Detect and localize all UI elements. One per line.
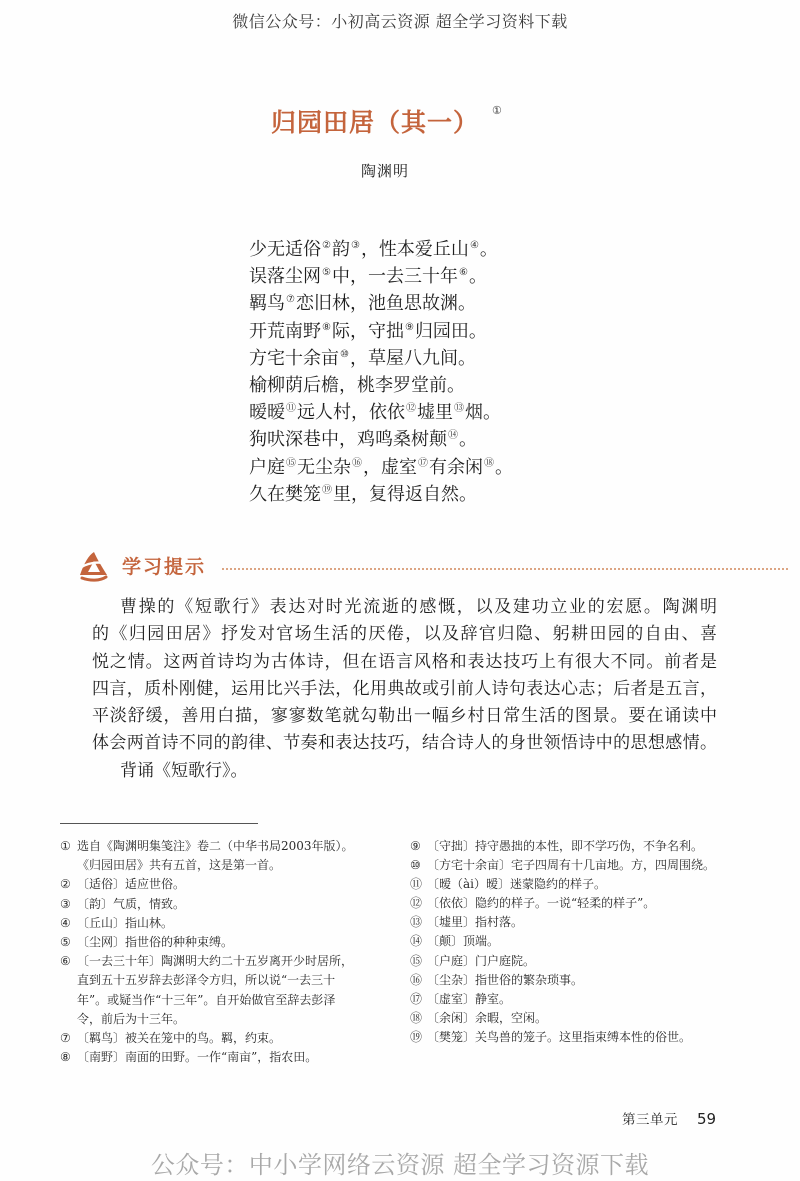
poem-line — [249, 290, 513, 317]
poem-text: 方宅十余亩 — [249, 347, 339, 369]
poem-text: 烟。 — [465, 402, 501, 424]
footnote-text — [427, 875, 606, 894]
footnote — [60, 1029, 354, 1048]
footnote-ref: ⑦ — [286, 294, 295, 306]
poem-text: 开荒南野 — [249, 320, 321, 342]
poem-line — [249, 426, 513, 453]
footnote-line: 〔一去三十年〕陶渊明大约二十五岁离开少时居所， — [77, 954, 354, 969]
footnote-number: ④ — [60, 915, 71, 930]
header-watermark: 微信公众号：小初高云资源 超全学习资料下载 — [232, 12, 568, 31]
poem-text: ，性本爱丘山 — [360, 239, 469, 260]
poem-text: 。 — [479, 239, 498, 260]
poem-title: 归园田居（其一） — [271, 108, 480, 137]
footnote-line: 令，前后为十三年。 — [77, 1011, 186, 1026]
poem-line — [249, 372, 513, 399]
footnote-ref: ⑭ — [448, 430, 458, 442]
footnote-text — [77, 952, 353, 1029]
footnote-ref: ⑯ — [352, 457, 362, 469]
footnote-text — [427, 894, 655, 913]
footnote-divider — [60, 823, 258, 824]
footnote-line: 〔守拙〕持守愚拙的本性，即不学巧伪，不争名利。 — [427, 839, 704, 853]
footnote — [60, 895, 354, 914]
footnote — [60, 837, 354, 875]
footnote-text — [427, 971, 583, 990]
footnote-number: ③ — [60, 896, 71, 911]
footnote-text — [427, 1028, 691, 1047]
poem-line — [249, 345, 513, 372]
footnote-line: 〔适俗〕适应世俗。 — [77, 877, 186, 892]
footnote-number: ⑭ — [410, 934, 423, 949]
footnote-number: ⑨ — [410, 839, 421, 853]
poem-line — [249, 236, 513, 263]
poem-text: 韵 — [331, 239, 350, 260]
footnote-line: 年”。或疑当作“十三年”。自开始做官至辞去彭泽 — [77, 992, 336, 1007]
footnote-text — [77, 933, 233, 952]
footnote-number: ⑲ — [410, 1029, 423, 1044]
footnote-number: ② — [60, 877, 71, 892]
footnote-number: ⑰ — [410, 991, 423, 1006]
footnote-line: 选自《陶渊明集笺注》卷二（中华书局2003年版）。 — [77, 839, 354, 853]
footnote — [410, 952, 715, 971]
paragraph-line: 四言，质朴刚健，运用比兴手法，化用典故或引前人诗句表达心志；后者是五言， — [92, 678, 717, 699]
poem-text: 无尘杂 — [297, 456, 351, 478]
poem-line — [249, 454, 513, 481]
footnote — [410, 875, 715, 894]
footnote-text — [77, 837, 354, 875]
poem-text: ，草屋八九间。 — [349, 347, 476, 369]
footnote — [60, 1048, 354, 1067]
footnote-ref: ⑧ — [322, 321, 331, 333]
footnote-ref: ⑨ — [404, 321, 414, 333]
unit-label: 第三单元 — [622, 1112, 678, 1128]
footnote — [410, 894, 715, 913]
footnote — [410, 1028, 715, 1047]
footnote-line: 〔尘网〕指世俗的种种束缚。 — [77, 935, 234, 950]
footnotes-right-column — [410, 837, 715, 1047]
footnote-line: 〔墟里〕指村落。 — [427, 915, 524, 930]
poem-text: 狗吠深巷中，鸡鸣桑树颠 — [249, 429, 447, 451]
footnote-number: ⑫ — [410, 896, 423, 911]
footnote — [410, 856, 715, 875]
footnote-text — [427, 1009, 547, 1028]
poem-line — [249, 263, 513, 290]
poem-text: 中，一去三十年 — [331, 266, 458, 288]
footnote-number: ⑬ — [410, 915, 423, 930]
study-tips-paragraph — [92, 594, 717, 785]
poem-text: 羁鸟 — [249, 293, 285, 315]
poem-text: 误落尘网 — [249, 266, 321, 288]
footnote-number: ⑤ — [60, 935, 71, 950]
footnote-number: ⑦ — [60, 1031, 71, 1046]
poem-text: ，虚室 — [363, 456, 417, 478]
footnote-ref: ⑬ — [454, 403, 464, 415]
paragraph-line: 的《归园田居》抒发对官场生活的厌倦，以及辞官归隐、躬耕田园的自由、喜 — [92, 624, 717, 645]
paragraph-line: 曹操的《短歌行》表达对时光流逝的感慨，以及建功立业的宏愿。陶渊明 — [120, 597, 717, 617]
poem-text: 。 — [468, 266, 487, 288]
footer-watermark: 公众号：中小学网络云资源 超全学习资源下载 — [150, 1151, 650, 1179]
poem-body — [249, 236, 513, 508]
title-footnote-ref: ① — [492, 104, 502, 117]
footnote-line: 〔樊笼〕关鸟兽的笼子。这里指束缚本性的俗世。 — [427, 1029, 692, 1044]
poem-text: 际，守拙 — [331, 320, 404, 342]
footnote — [60, 914, 354, 933]
footnote-text — [427, 837, 703, 856]
footnote-text — [427, 856, 715, 875]
footnote-text — [77, 1029, 281, 1048]
poem-text: 榆柳荫后檐，桃李罗堂前。 — [249, 375, 465, 397]
footnote-line: 〔韵〕气质，情致。 — [77, 896, 186, 911]
footnote-line: 〔户庭〕门户庭院。 — [427, 953, 536, 968]
footnote-text — [77, 914, 173, 933]
footnote-line: 〔虚室〕静室。 — [427, 991, 512, 1006]
footnote-number: ① — [60, 839, 71, 853]
footnote — [60, 875, 354, 894]
footnote-line: 〔依依〕隐约的样子。一说“轻柔的样子”。 — [427, 896, 656, 911]
footnote-number: ⑥ — [60, 954, 71, 969]
page-number: 59 — [697, 1110, 717, 1128]
footnote-line: 〔南野〕南面的田野。一作“南亩”，指农田。 — [77, 1050, 318, 1065]
footnote-text — [427, 932, 499, 951]
footnotes-left-column — [60, 837, 354, 1067]
footnote-number: ⑱ — [410, 1010, 423, 1025]
footnote-line: 直到五十五岁辞去彭泽令方归，所以说“一去三十 — [77, 973, 336, 988]
poem-text: 里，复得返自然。 — [333, 483, 477, 505]
footnote-ref: ② — [322, 240, 331, 251]
poem-line — [249, 481, 513, 508]
poem-line — [249, 318, 513, 345]
footnote-ref: ⑰ — [418, 457, 428, 469]
poem-line — [249, 399, 513, 426]
footnote-text — [77, 1048, 317, 1067]
footnote-line: 〔尘杂〕指世俗的繁杂琐事。 — [427, 972, 584, 987]
footnote — [410, 932, 715, 951]
footnote — [410, 837, 715, 856]
footnote-number: ⑧ — [60, 1050, 71, 1065]
footnote — [60, 952, 354, 1029]
poem-text: 恋旧林，池鱼思故渊。 — [295, 293, 476, 315]
footnote — [410, 1009, 715, 1028]
poem-text: 墟里 — [417, 402, 453, 424]
footnote-line: 〔颠〕顶端。 — [427, 934, 500, 949]
footnote-ref: ⑱ — [484, 457, 494, 469]
footnote-ref: ⑤ — [322, 267, 331, 279]
footnote-ref: ⑫ — [406, 403, 416, 415]
footnote-line: 〔暧（ài）暧〕迷蒙隐约的样子。 — [427, 877, 606, 892]
footnote — [410, 913, 715, 932]
poem-text: 久在樊笼 — [249, 483, 321, 505]
footnote-line: 《归园田居》共有五首，这是第一首。 — [77, 858, 282, 873]
paragraph-line: 体会两首诗不同的韵律、节奏和表达技巧，结合诗人的身世领悟诗中的思想感情。 — [92, 733, 717, 754]
footnote-ref: ⑮ — [286, 457, 296, 469]
poem-text: 归园田。 — [414, 320, 487, 342]
footnote-text — [427, 952, 535, 971]
poem-author: 陶渊明 — [361, 162, 410, 180]
footnote-ref: ⑲ — [322, 484, 332, 496]
footnote-number: ⑮ — [410, 953, 423, 968]
footnote-line: 〔丘山〕指山林。 — [77, 915, 174, 930]
footnote-ref: ④ — [469, 240, 479, 251]
footnote-number: ⑪ — [410, 877, 423, 892]
footnote-text — [427, 990, 511, 1009]
poem-text: 。 — [459, 429, 477, 451]
footnote — [60, 933, 354, 952]
footnote — [410, 971, 715, 990]
footnote-text — [77, 875, 185, 894]
study-tips-logo-icon — [76, 548, 110, 582]
paragraph-line: 平淡舒缓，善用白描，寥寥数笔就勾勒出一幅乡村日常生活的图景。要在诵读中 — [92, 706, 717, 727]
footnote — [410, 990, 715, 1009]
footnote-ref: ⑪ — [286, 403, 296, 415]
footnote-number: ⑯ — [410, 972, 423, 987]
poem-text: 暧暧 — [249, 402, 285, 424]
recite-instruction: 背诵《短歌行》。 — [120, 760, 248, 781]
footnote-ref: ⑩ — [340, 348, 349, 360]
footnote-line: 〔方宅十余亩〕宅子四周有十几亩地。方，四周围绕。 — [427, 858, 716, 873]
footnote-line: 〔羁鸟〕被关在笼中的鸟。羁，约束。 — [77, 1031, 282, 1046]
footnote-text — [427, 913, 523, 932]
footnote-number: ⑩ — [410, 858, 421, 873]
paragraph-line: 悦之情。这两首诗均为古体诗，但在语言风格和表达技巧上有很大不同。前者是 — [92, 651, 717, 672]
footnote-ref: ⑥ — [458, 267, 468, 279]
footnote-text — [77, 895, 185, 914]
footnote-line: 〔余闲〕余暇，空闲。 — [427, 1010, 548, 1025]
dotted-divider — [222, 568, 788, 570]
poem-text: 少无适俗 — [249, 239, 321, 260]
poem-text: 户庭 — [249, 456, 285, 478]
poem-text: 有余闲 — [429, 456, 483, 478]
poem-text: 远人村，依依 — [297, 402, 405, 424]
footnote-ref: ③ — [350, 240, 360, 251]
study-tips-heading: 学习提示 — [122, 556, 207, 578]
poem-text: 。 — [495, 456, 513, 478]
